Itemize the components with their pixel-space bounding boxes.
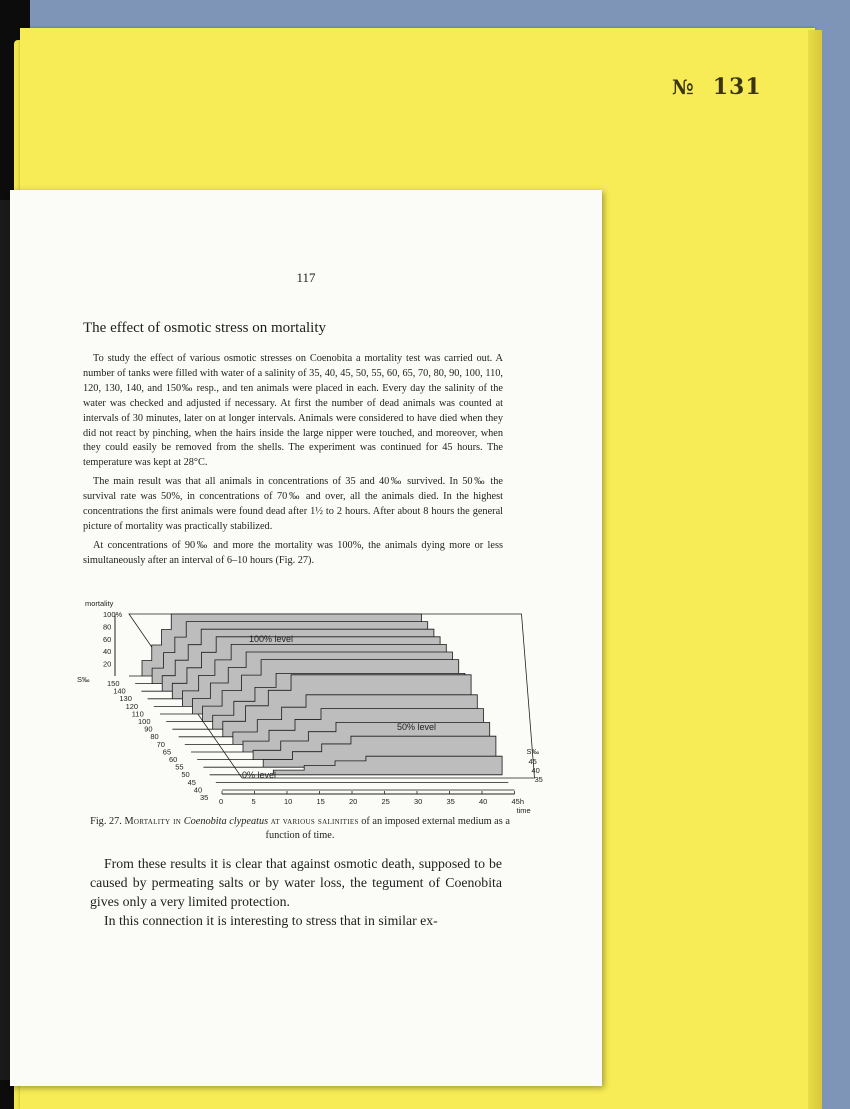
annotation-50-level: 50% level — [397, 722, 437, 732]
number-sign: № — [672, 75, 695, 99]
salinity-tick-80: 80 — [150, 732, 159, 742]
time-tick-20: 20 — [349, 797, 358, 806]
paragraph-2: The main result was that all animals in concentrations of 35 and 40‰ survived. In 50‰ the survival rate was 50%, in concentrations of 70‰ and over, all the animals died. In the highest concentrations the first animals were found dead after 1½ to 2 hours. After about 8 hours the general picture of mortality was practically stabilized. — [83, 476, 503, 532]
salinity-tick-150: 150 — [107, 679, 120, 688]
caption-species: Coenobita clypeatus — [183, 816, 269, 827]
salinity-tick-110: 110 — [131, 709, 144, 719]
time-tick-0: 0 — [219, 797, 224, 806]
time-tick-10: 10 — [284, 797, 293, 806]
time-axis-label: time — [516, 806, 531, 815]
caption-smallcaps-1: Mortality in — [124, 816, 182, 827]
y-tick-40: 40 — [103, 647, 112, 657]
salinity-tick-55: 55 — [175, 762, 184, 772]
salinity-tick-60: 60 — [169, 755, 178, 764]
salinity-tick-90: 90 — [144, 724, 153, 734]
caption-smallcaps-2: at various salinities — [270, 816, 359, 827]
body-text — [83, 352, 503, 569]
time-tick-15: 15 — [316, 797, 325, 806]
right-tick-45: 45 — [528, 757, 537, 766]
caption-rest: of an imposed external medium as a function of time. — [265, 816, 510, 841]
time-tick-45h: 45h — [511, 797, 525, 806]
salinity-tick-65: 65 — [162, 747, 172, 757]
y-tick-60: 60 — [103, 634, 112, 644]
folder-number — [672, 74, 762, 100]
closing-text — [90, 854, 502, 930]
folder-number-value: 131 — [712, 74, 762, 100]
annotation-0-level: 0% level — [242, 770, 277, 780]
section-heading: The effect of osmotic stress on mortality — [83, 320, 326, 336]
y-tick-80: 80 — [103, 622, 112, 632]
annotation-100-level: 100% level — [249, 634, 294, 644]
salinity-tick-35: 35 — [200, 793, 209, 802]
right-tick-40: 40 — [531, 766, 540, 775]
salinity-tick-70: 70 — [156, 739, 165, 749]
page-number: 117 — [296, 270, 316, 285]
right-axis-label: S‰ — [526, 747, 540, 756]
salinity-tick-40: 40 — [193, 785, 203, 795]
salinity-tick-50: 50 — [181, 770, 190, 780]
salinity-tick-120: 120 — [125, 701, 139, 711]
time-tick-25: 25 — [381, 797, 390, 806]
y-tick-20: 20 — [103, 659, 112, 669]
right-tick-35: 35 — [534, 775, 543, 784]
paragraph-1: To study the effect of various osmotic stresses on Coenobita a mortality test was carried out. A number of tanks were filled with water of a salinity of 35, 40, 45, 50, 55, 60, 65, 70, 80, 90, 100, 110, 120, 130, 140, and 150‰ resp., and ten animals were placed in each. Every day the salinity of the water was checked and adjusted if necessary. At first the number of dead animals was counted at intervals of 30 minutes, later on at longer intervals. Animals were considered to have died when they did not react by pinching, when the hairs inside the large nipper were touched, and moreover, when they could easily be removed from the shells. The experiment was continued for 45 hours. The temperature was kept at 28°C. — [83, 353, 503, 469]
time-tick-30: 30 — [414, 797, 423, 806]
salinity-tick-100: 100 — [138, 717, 151, 726]
document-page — [10, 190, 602, 1086]
closing-paragraph-1: From these results it is clear that against osmotic death, supposed to be caused by permeating salts or by water loss, the tegument of Coenobita gives only a very limited protection. — [90, 856, 502, 909]
yellow-folder-edge — [808, 30, 822, 1109]
caption-prefix: Fig. 27. — [90, 816, 122, 827]
chart-layers — [129, 614, 535, 790]
salinity-tick-130: 130 — [119, 694, 132, 704]
paragraph-3: At concentrations of 90‰ and more the mortality was 100%, the animals dying more or less simultaneously after an interval of 6–10 hours (Fig. 27). — [83, 539, 503, 566]
salinity-axis-label: S‰ — [77, 675, 90, 684]
y-tick-100%: 100% — [103, 610, 123, 619]
mortality-chart — [72, 580, 542, 825]
y-axis-label: mortality — [85, 599, 114, 608]
salinity-tick-140: 140 — [113, 686, 126, 696]
figure-caption — [90, 815, 510, 843]
time-tick-35: 35 — [446, 797, 455, 806]
time-tick-5: 5 — [251, 797, 256, 806]
closing-paragraph-2: In this connection it is interesting to stress that in similar ex- — [104, 913, 438, 928]
salinity-tick-45: 45 — [187, 777, 196, 787]
time-tick-40: 40 — [479, 797, 488, 806]
